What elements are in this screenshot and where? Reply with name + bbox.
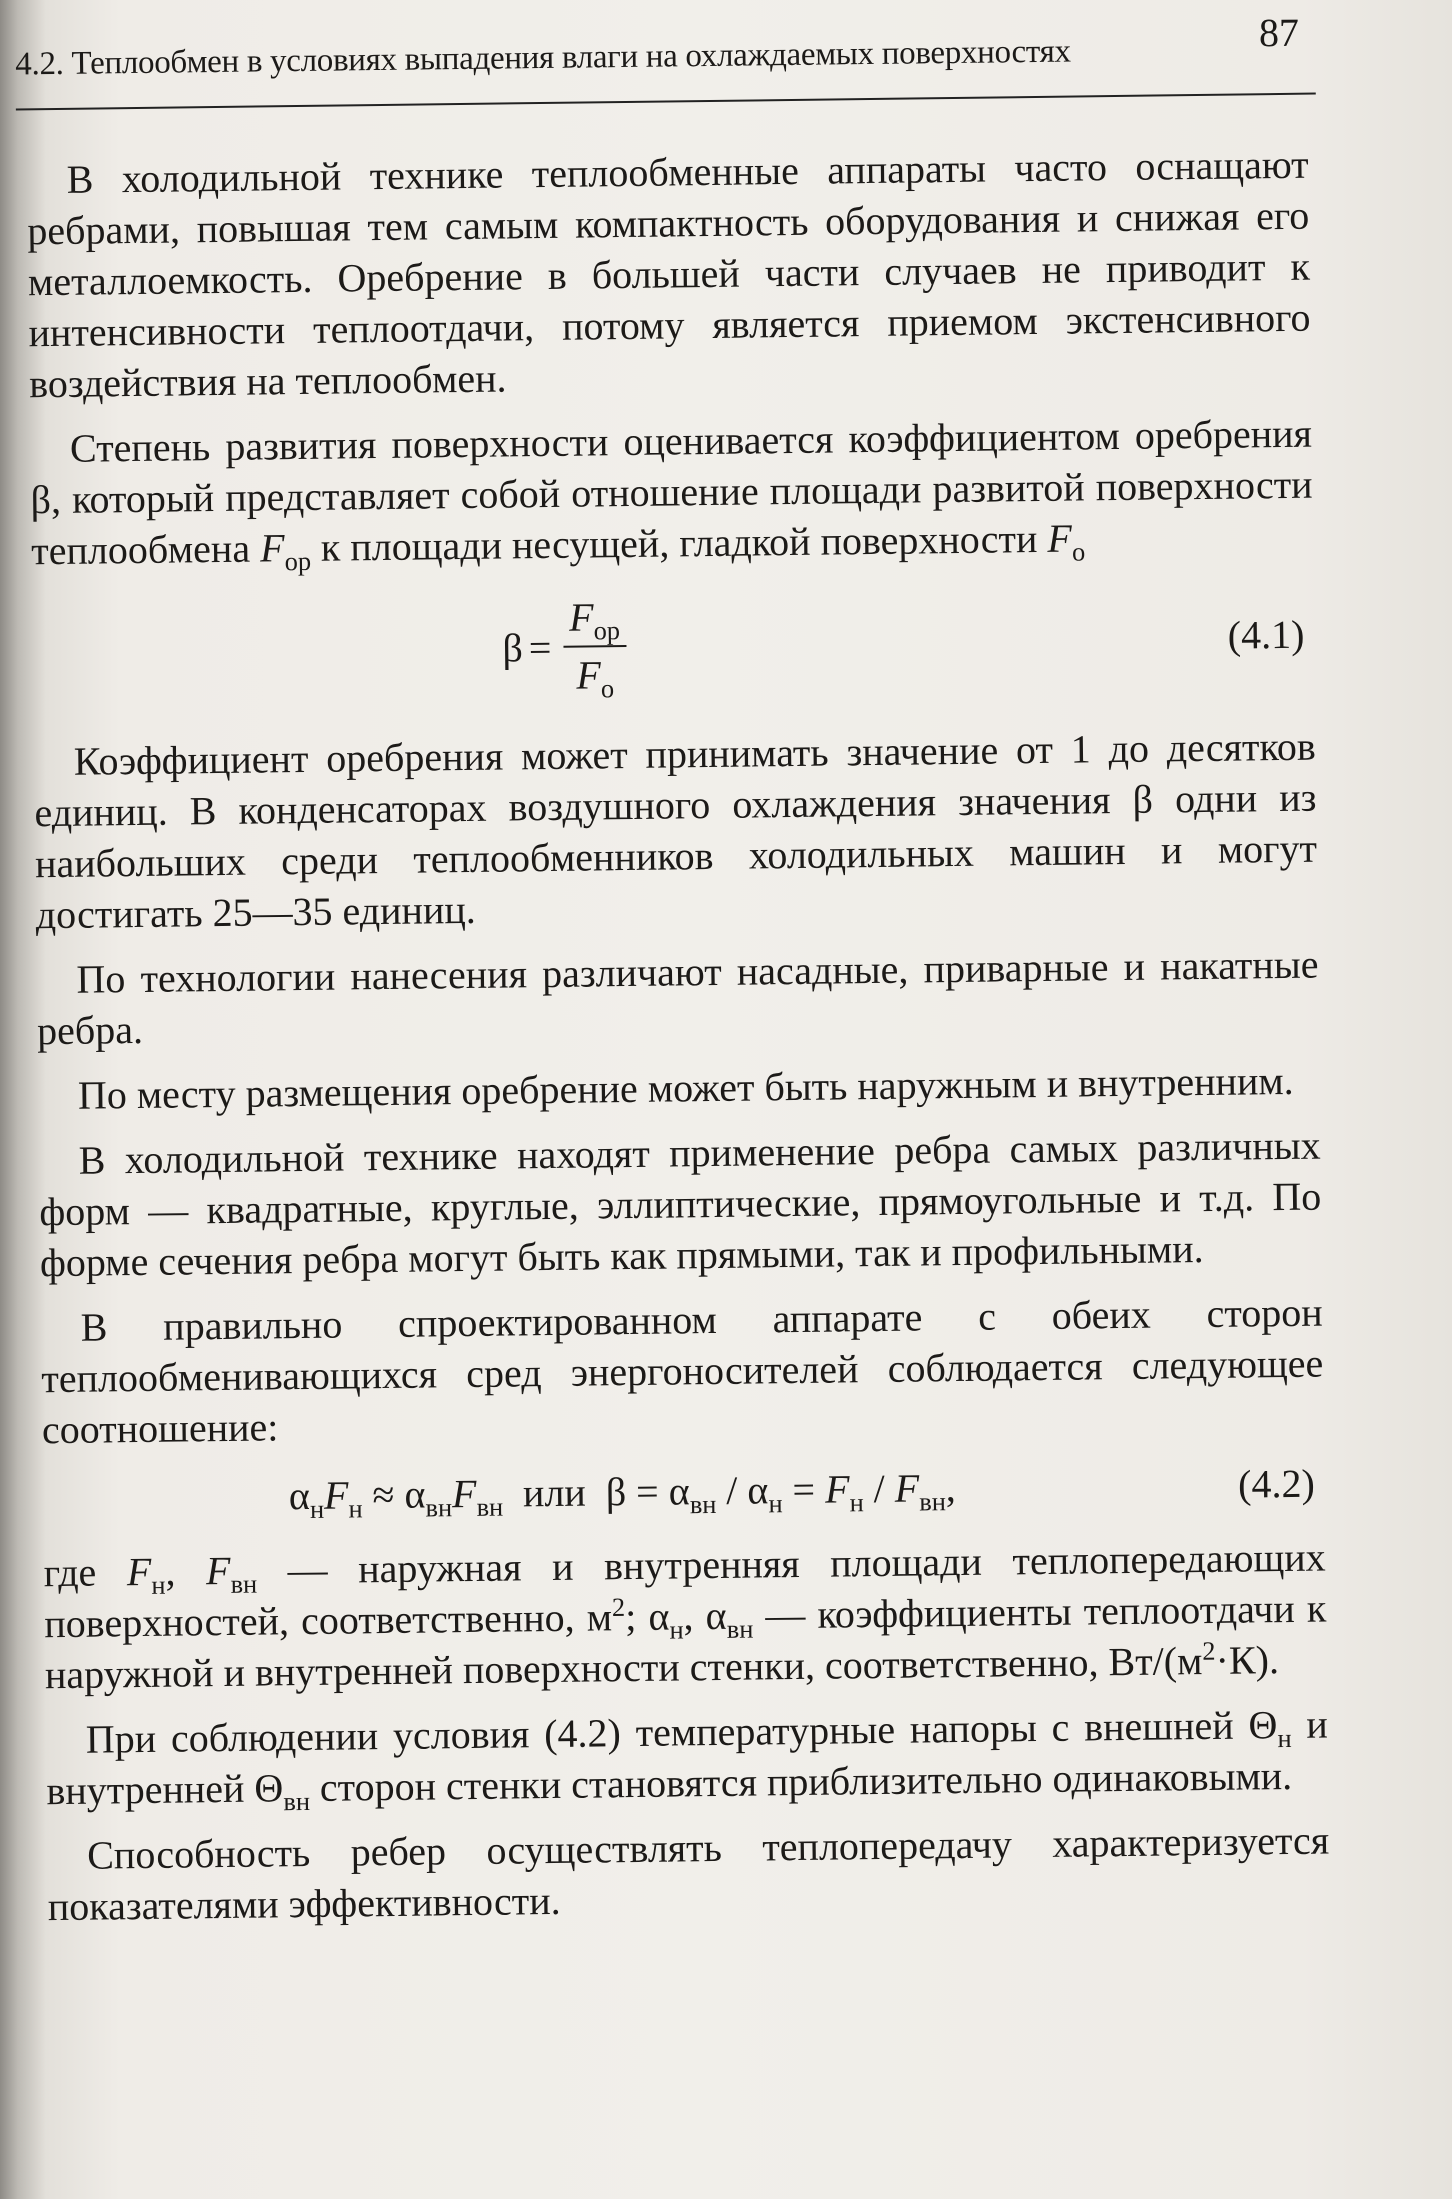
formula-4-2 — [42, 1454, 1325, 1534]
paragraph-3: Коэффициент оребрения может принимать значение от 1 до десятков единиц. В конденсаторах воздушного охлаждения значения β одни из наибольших среди теплообменников холодильных машин и могут достигать 25—35 единиц. — [34, 723, 1318, 938]
running-head: 4.2. Теплообмен в условиях выпадения влаги на охлаждаемых поверхностях — [15, 33, 1071, 83]
paragraph-1: В холодильной технике теплообменные аппараты часто оснащают ребрами, повышая тем самым компактность оборудования и снижая его металлоемкость. Оребрение в большей части случаев не приводит к интенсивности теплоотдачи, потому является приемом экстенсивного воздействия на теплообмен. — [27, 141, 1311, 407]
fraction-denominator: $F_о$ — [576, 652, 615, 704]
formula-4-1 — [32, 575, 1315, 719]
formula-4-1-expression: β = $\frac{F_{ор}}{F_о}$ — [502, 593, 627, 701]
page-number: 87 — [1258, 9, 1300, 56]
page-content — [9, 0, 1354, 2199]
paragraph-8: где $F_н$, $F_{вн}$ — наружная и внутренняя площади теплопередающих поверхностей, соответственно, $м^2$; $\alpha_н$, $\alpha_{вн}$ — коэффициенты теплоотдачи к наружной и внутренней поверхности стенки, соответственно, $Вт/(м^2\cdot К)$. — [43, 1534, 1327, 1698]
paragraph-2: Степень развития поверхности оценивается коэффициентом оребрения β, который представляет собой отношение площади развитой поверхности теплообмена $F_{ор}$ к площади несущей, гладкой поверхности $F_о$ — [30, 410, 1313, 577]
body-text — [26, 139, 1330, 1947]
paragraph-6: В холодильной технике находят применение ребра самых различных форм — квадратные, круглые, эллиптические, прямоугольные и т.д. По форме сечения ребра могут быть как прямыми, так и профильными. — [39, 1122, 1322, 1286]
header-rule — [16, 93, 1316, 111]
page-header — [15, 9, 1316, 107]
paragraph-7: В правильно спроектированном аппарате с обеих сторон теплообменивающихся сред энергоносителей соблюдается следующее соотношение: — [41, 1289, 1324, 1453]
formula-number-4-2: (4.2) — [1237, 1460, 1316, 1507]
paragraph-10: Способность ребер осуществлять теплопередачу характеризуется показателями эффективности. — [47, 1817, 1330, 1930]
paragraph-5: По месту размещения оребрение может быть наружным и внутренним. — [77, 1057, 1294, 1118]
paragraph-9: При соблюдении условия (4.2) температурные напоры с внешней $\Theta_н$ и внутренней $\Theta_{вн}$ сторон стенки становятся приблизительно одинаковыми. — [46, 1701, 1328, 1817]
fraction — [563, 593, 627, 704]
formula-4-2-expression: $\alpha_нF_н \approx \alpha_{вн}F_{вн}$ или $\beta = \alpha_{вн} / \alpha_н = F_н / F_{вн}$, — [288, 1465, 957, 1524]
paragraph-4: По технологии нанесения различают насадные, приварные и накатные ребра. — [36, 941, 1319, 1054]
formula-number-4-1: (4.1) — [1227, 611, 1305, 658]
fraction-numerator: $F_{ор}$ — [563, 593, 626, 648]
